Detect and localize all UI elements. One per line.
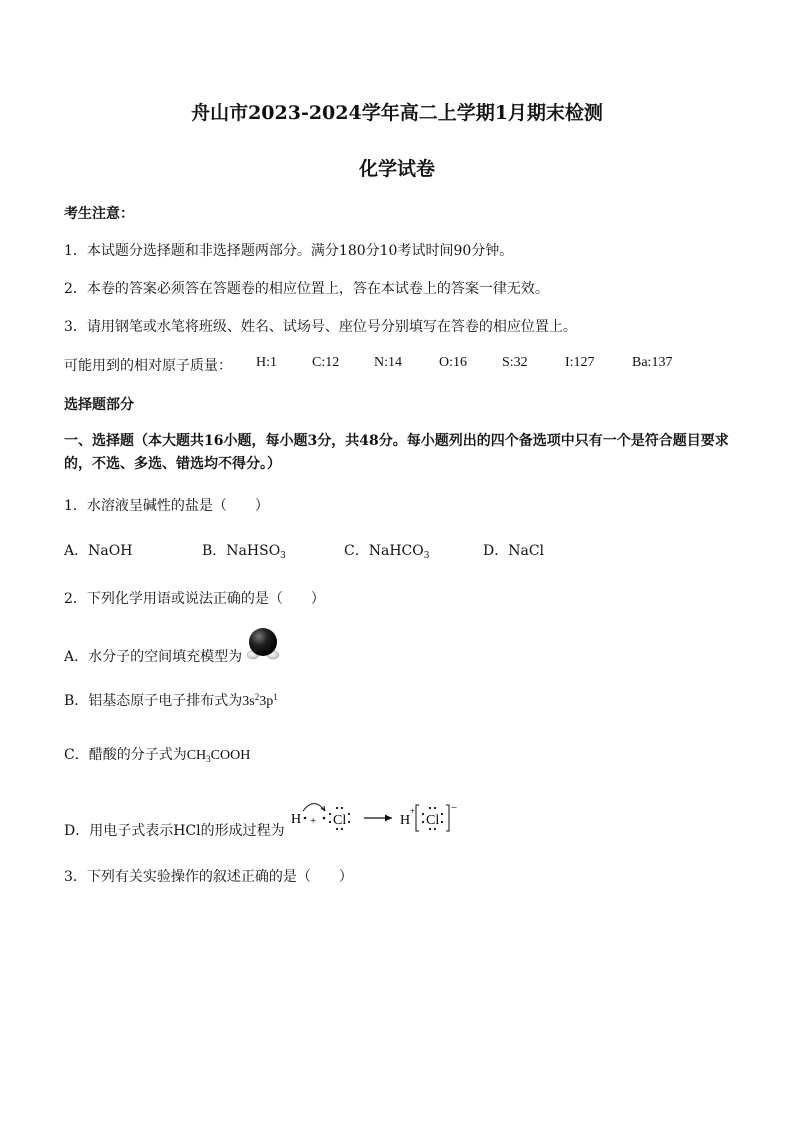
q2-option-c: C．醋酸的分子式为$CH_3COOH$ (64, 747, 251, 764)
q2-option-b: B．铝基态原子电子排布式为$3s^23p^1$ (64, 692, 278, 709)
q2-option-d: D．用电子式表示HCl的形成过程为 (64, 823, 285, 839)
section-intro: 一、选择题（本大题共16小题，每小题3分，共48分。每小题列出的四个备选项中只有一个是符合题目要求的，不选、多选、错选均不得分。） (64, 433, 729, 472)
oxygen-atom (249, 628, 277, 656)
atomic-mass-h: H:1 (256, 355, 277, 370)
atomic-mass-n: N:14 (374, 355, 402, 370)
q2-option-a: A．水分子的空间填充模型为 (64, 649, 243, 665)
q1-option-c-formula: NaHCO (368, 543, 424, 559)
notice-item-3: 3．请用钢笔或水笔将班级、姓名、试场号、座位号分别填写在答卷的相应位置上。 (64, 319, 577, 335)
notice-item-2: 2．本卷的答案必须答在答题卷的相应位置上，答在本试卷上的答案一律无效。 (64, 281, 549, 297)
rxn-cl-charge: − (451, 802, 458, 814)
rxn-h-charge: + (410, 806, 416, 816)
q1-option-b-formula: NaHSO (226, 543, 281, 559)
q1-option-d-formula: NaCl (508, 543, 545, 559)
rxn-h-atom: H (291, 812, 302, 827)
section-label: 选择题部分 (64, 397, 134, 413)
atomic-mass-ba: Ba:137 (632, 355, 673, 370)
notice-heading: 考生注意： (64, 206, 134, 222)
notice-item-1: 1．本试题分选择题和非选择题两部分。满分180分10考试时间90分钟。 (64, 243, 514, 259)
atomic-mass-i: I:127 (565, 355, 595, 370)
q2-stem: 2．下列化学用语或说法正确的是（ ） (64, 591, 325, 607)
left-bracket (416, 805, 419, 831)
electron-transfer-arrow-icon (303, 804, 325, 812)
q1-stem: 1．水溶液呈碱性的盐是（ ） (64, 498, 269, 514)
q1-option-a: A．NaOH (64, 543, 133, 559)
rxn-h-ion: H (400, 813, 411, 828)
h-electron-dot (304, 817, 307, 820)
acetic-acid-formula: $CH_3COOH$ (186, 748, 251, 764)
page-title: 舟山市2023-2024学年高二上学期1月期末检测 (191, 102, 603, 124)
q3-stem: 3．下列有关实验操作的叙述正确的是（ ） (64, 869, 353, 885)
water-space-filling-model (244, 626, 284, 662)
atomic-mass-label: 可能用到的相对原子质量： (64, 358, 232, 374)
rxn-plus: + (310, 815, 317, 827)
rxn-cl-atom: Cl (333, 813, 347, 828)
rxn-cl-ion: Cl (426, 813, 440, 828)
q1-option-c: C．NaHCO$_3$ (344, 543, 430, 561)
atomic-mass-row (64, 355, 673, 375)
page-subtitle: 化学试卷 (358, 158, 435, 180)
q1-option-b: B．NaHSO$_3$ (202, 543, 286, 561)
right-bracket (446, 805, 449, 831)
q1-option-a-formula: NaOH (88, 543, 133, 559)
hcl-electron-formation-diagram (288, 797, 488, 837)
atomic-mass-c: C:12 (312, 355, 340, 370)
al-electron-config: $3s^23p^1$ (242, 692, 278, 709)
q1-option-d: D．NaCl (483, 543, 545, 559)
atomic-mass-o: O:16 (439, 355, 467, 370)
atomic-mass-s: S:32 (502, 355, 528, 370)
